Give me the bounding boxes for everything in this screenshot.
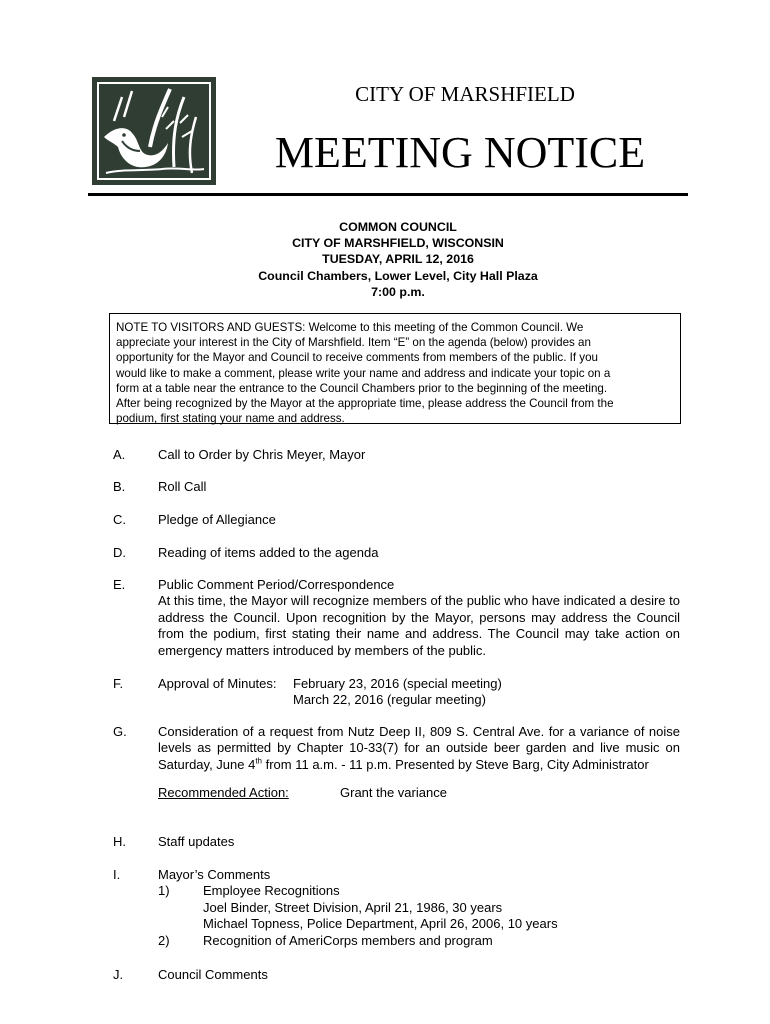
sub-item-number: 1) bbox=[158, 883, 170, 899]
visitor-note-line: opportunity for the Mayor and Council to receive comments from members of the public. If you bbox=[116, 351, 599, 365]
agenda-letter: E. bbox=[113, 577, 126, 592]
agenda-text: Roll Call bbox=[158, 479, 207, 494]
visitor-note-line: form at a table near the entrance to the Council Chambers prior to the beginning of the meeting. bbox=[116, 381, 608, 395]
agenda-letter: F. bbox=[113, 676, 124, 691]
title-divider bbox=[88, 193, 688, 196]
agenda-letter: G. bbox=[113, 724, 127, 739]
agenda-text-part: from 11 a.m. - 11 p.m. Presented by Steve Barg, City Administrator bbox=[262, 756, 649, 772]
agenda-letter: D. bbox=[113, 545, 126, 560]
minutes-date: February 23, 2016 (special meeting) bbox=[293, 676, 502, 691]
sub-item-text: Employee Recognitions bbox=[203, 883, 340, 899]
agenda-text: At this time, the Mayor will recognize members of the public who have indicated a desire to address the Council. Upon recognition by the Mayor, persons may address the Council from the podium, first stating their name and address. The Council may take action on emergency matters introduced by members of the public. bbox=[158, 593, 680, 658]
agenda-text: Pledge of Allegiance bbox=[158, 512, 276, 527]
visitor-note-line: appreciate your interest in the City of Marshfield. Item “E” on the agenda (below) provides an bbox=[116, 336, 591, 350]
meeting-body: COMMON COUNCIL bbox=[339, 220, 457, 234]
visitor-note-line: After being recognized by the Mayor at the appropriate time, please address the Council from the bbox=[116, 397, 614, 411]
agenda-content bbox=[158, 867, 680, 949]
agenda-letter: J. bbox=[113, 967, 124, 982]
meeting-city: CITY OF MARSHFIELD, WISCONSIN bbox=[292, 236, 504, 251]
page-title: MEETING NOTICE bbox=[274, 128, 646, 177]
agenda-title: Mayor’s Comments bbox=[158, 867, 271, 882]
city-name: CITY OF MARSHFIELD bbox=[355, 82, 575, 106]
agenda-letter: H. bbox=[113, 834, 126, 849]
minutes-date: March 22, 2016 (regular meeting) bbox=[293, 692, 486, 708]
agenda-content bbox=[158, 577, 680, 659]
agenda-letter: B. bbox=[113, 479, 126, 494]
sub-item-number: 2) bbox=[158, 932, 170, 948]
meeting-time: 7:00 p.m. bbox=[371, 284, 425, 299]
meeting-date: TUESDAY, APRIL 12, 2016 bbox=[322, 252, 474, 267]
recognition-line: Joel Binder, Street Division, April 21, 1986, 30 years bbox=[203, 899, 503, 915]
agenda-text: Call to Order by Chris Meyer, Mayor bbox=[158, 447, 366, 462]
city-logo bbox=[92, 77, 216, 185]
agenda-text-part: Consideration of a request from Nutz Deep II, 809 S. Central Ave. for a variance of noise levels as permitted by Chapter 10-33(7) for an outside beer garden and live music on Saturday, June 4 bbox=[158, 724, 680, 772]
visitor-note-line: podium, first stating your name and address. bbox=[116, 412, 345, 426]
agenda-text bbox=[158, 724, 680, 773]
meeting-details bbox=[100, 219, 696, 300]
recommended-action-value: Grant the variance bbox=[340, 785, 447, 801]
visitor-note-box bbox=[109, 313, 681, 424]
agenda-letter: I. bbox=[113, 867, 121, 882]
recognition-line: Michael Topness, Police Department, April 26, 2006, 10 years bbox=[203, 916, 558, 932]
agenda-content bbox=[158, 676, 680, 709]
agenda-letter: C. bbox=[113, 512, 126, 527]
agenda-content bbox=[158, 724, 680, 802]
agenda-text: Council Comments bbox=[158, 967, 268, 982]
agenda-title: Public Comment Period/Correspondence bbox=[158, 577, 395, 592]
agenda-letter: A. bbox=[113, 447, 126, 462]
minutes-label: Approval of Minutes: bbox=[158, 676, 277, 691]
ordinal-suffix: th bbox=[255, 756, 262, 766]
agenda-text: Reading of items added to the agenda bbox=[158, 545, 379, 560]
visitor-note-line: would like to make a comment, please write your name and address and indicate your topic on a bbox=[116, 366, 611, 380]
recommended-action-label: Recommended Action: bbox=[158, 785, 289, 801]
meeting-venue: Council Chambers, Lower Level, City Hall Plaza bbox=[258, 268, 538, 283]
visitor-note-line: NOTE TO VISITORS AND GUESTS: Welcome to this meeting of the Common Council. We bbox=[116, 321, 584, 334]
sub-item-text: Recognition of AmeriCorps members and program bbox=[203, 932, 493, 948]
agenda-text: Staff updates bbox=[158, 834, 235, 849]
